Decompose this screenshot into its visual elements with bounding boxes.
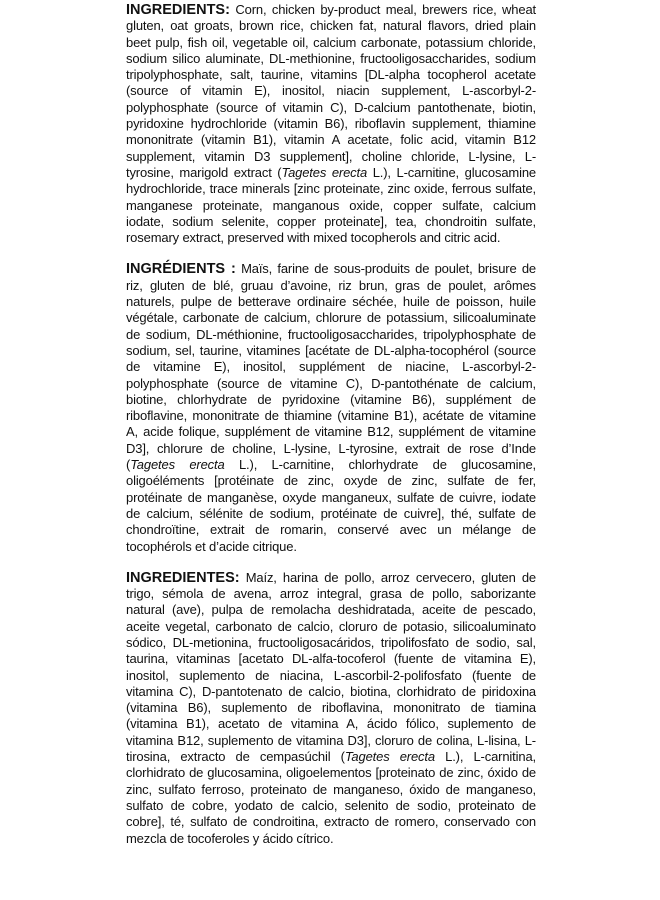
ingredients-spanish-text-part1: Maíz, harina de pollo, arroz cervecero, gluten de trigo, sémola de avena, arroz integral, grasa de pollo, saborizante natural (ave), pulpa de remolacha deshidratada, aceite de pescado, aceite vegetal, carbonato de calcio, cloruro de potasio, silicoaluminato sódico, DL-metionina, fructooligosacáridos, tripolifosfato de sodio, sal, taurina, vitaminas [acetato DL-alfa-tocoferol (fuente de vitamina E), inositol, suplemento de niacina, L-ascorbil-2-polifosfato (fuente de vitamina C), D-pantotenato de calcio, biotina, clorhidrato de piridoxina (vitamina B6), suplemento de riboflavina, mononitrato de tiamina (vitamina B1), acetato de vitamina A, ácido fólico, suplemento de vitamina B12, suplemento de vitamina D3], cloruro de colina, L-lisina, L-tirosina, extracto de cempasúchil (: [126, 569, 536, 765]
ingredients-spanish: [126, 570, 536, 847]
ingredients-english-text-part1: Corn, chicken by-product meal, brewers rice, wheat gluten, oat groats, brown rice, chicken fat, natural flavors, dried plain beet pulp, fish oil, vegetable oil, calcium carbonate, potassium chloride, sodium silico aluminate, DL-methionine, fructooligosaccharides, sodium tripolyphosphate, salt, taurine, vitamins [DL-alpha tocopherol acetate (source of vitamin E), inositol, niacin supplement, L-ascorbyl-2-polyphosphate (source of vitamin C), D-calcium pantothenate, biotin, pyridoxine hydrochloride (vitamin B6), riboflavin supplement, thiamine mononitrate (vitamin B1), vitamin A acetate, folic acid, vitamin B12 supplement, vitamin D3 supplement], choline chloride, L-lysine, L-tyrosine, marigold extract (: [126, 2, 537, 180]
ingredients-french: [126, 261, 536, 554]
ingredients-french-text-part2: L.), L-carnitine, chlorhydrate de glucosamine, oligoéléments [protéinate de zinc, oxyde de zinc, sulfate de fer, protéinate de manganèse, oxyde manganeux, sulfate de cuivre, iodate de calcium, sélénite de sodium, protéinate de cuivre], thé, sulfate de chondroïtine, extrait de romarin, conservé avec un mélange de tocophérols et d’acide citrique.: [126, 457, 536, 554]
ingredients-spanish-text-part2: L.), L-carnitina, clorhidrato de glucosamina, oligoelementos [proteinato de zinc, óxido de zinc, sulfato ferroso, proteinato de manganeso, óxido de manganeso, sulfato de cobre, yodato de calcio, selenito de sodio, proteinato de cobre], té, sulfato de condroitina, extracto de romero, conservado con mezcla de tocoferoles y ácido cítrico.: [126, 749, 536, 846]
ingredients-french-heading: INGRÉDIENTS :: [126, 261, 236, 278]
ingredients-english-latin-name: Tagetes erecta: [281, 164, 368, 180]
ingredients-spanish-latin-name: Tagetes erecta: [344, 749, 435, 765]
ingredients-english-text-part2: L.), L-carnitine, glucosamine hydrochloride, trace minerals [zinc proteinate, zinc oxide, ferrous sulfate, manganese proteinate, manganous oxide, copper sulfate, calcium iodate, sodium selenite, copper proteinate], tea, chondroitin sulfate, rosemary extract, preserved with mixed tocopherols and citric acid.: [126, 164, 536, 246]
ingredients-english-heading: INGREDIENTS:: [126, 2, 230, 18]
ingredients-english: [126, 2, 536, 246]
ingredients-french-latin-name: Tagetes erecta: [130, 457, 225, 473]
ingredients-spanish-heading: INGREDIENTES:: [126, 569, 240, 586]
ingredients-french-text-part1: Maïs, farine de sous-produits de poulet, brisure de riz, gluten de blé, gruau d’avoine, riz brun, gras de poulet, arômes naturels, pulpe de betterave ordinaire séchée, huile de poisson, huile végétale, carbonate de calcium, chlorure de potassium, silicoaluminate de sodium, DL-méthionine, fructooligosaccharides, tripolyphosphate de sodium, sel, taurine, vitamines [acétate de DL-alpha-tocophérol (source de vitamine E), inositol, supplément de niacine, L-ascorbyl-2-polyphosphate (source de vitamine C), D-pantothénate de calcium, biotine, chlorhydrate de pyridoxine (vitamine B6), supplément de riboflavine, mononitrate de thiamine (vitamine B1), acétate de vitamine A, acide folique, supplément de vitamine B12, supplément de vitamine D3], chlorure de choline, L-lysine, L-tyrosine, extrait de rose d’Inde (: [126, 261, 536, 473]
